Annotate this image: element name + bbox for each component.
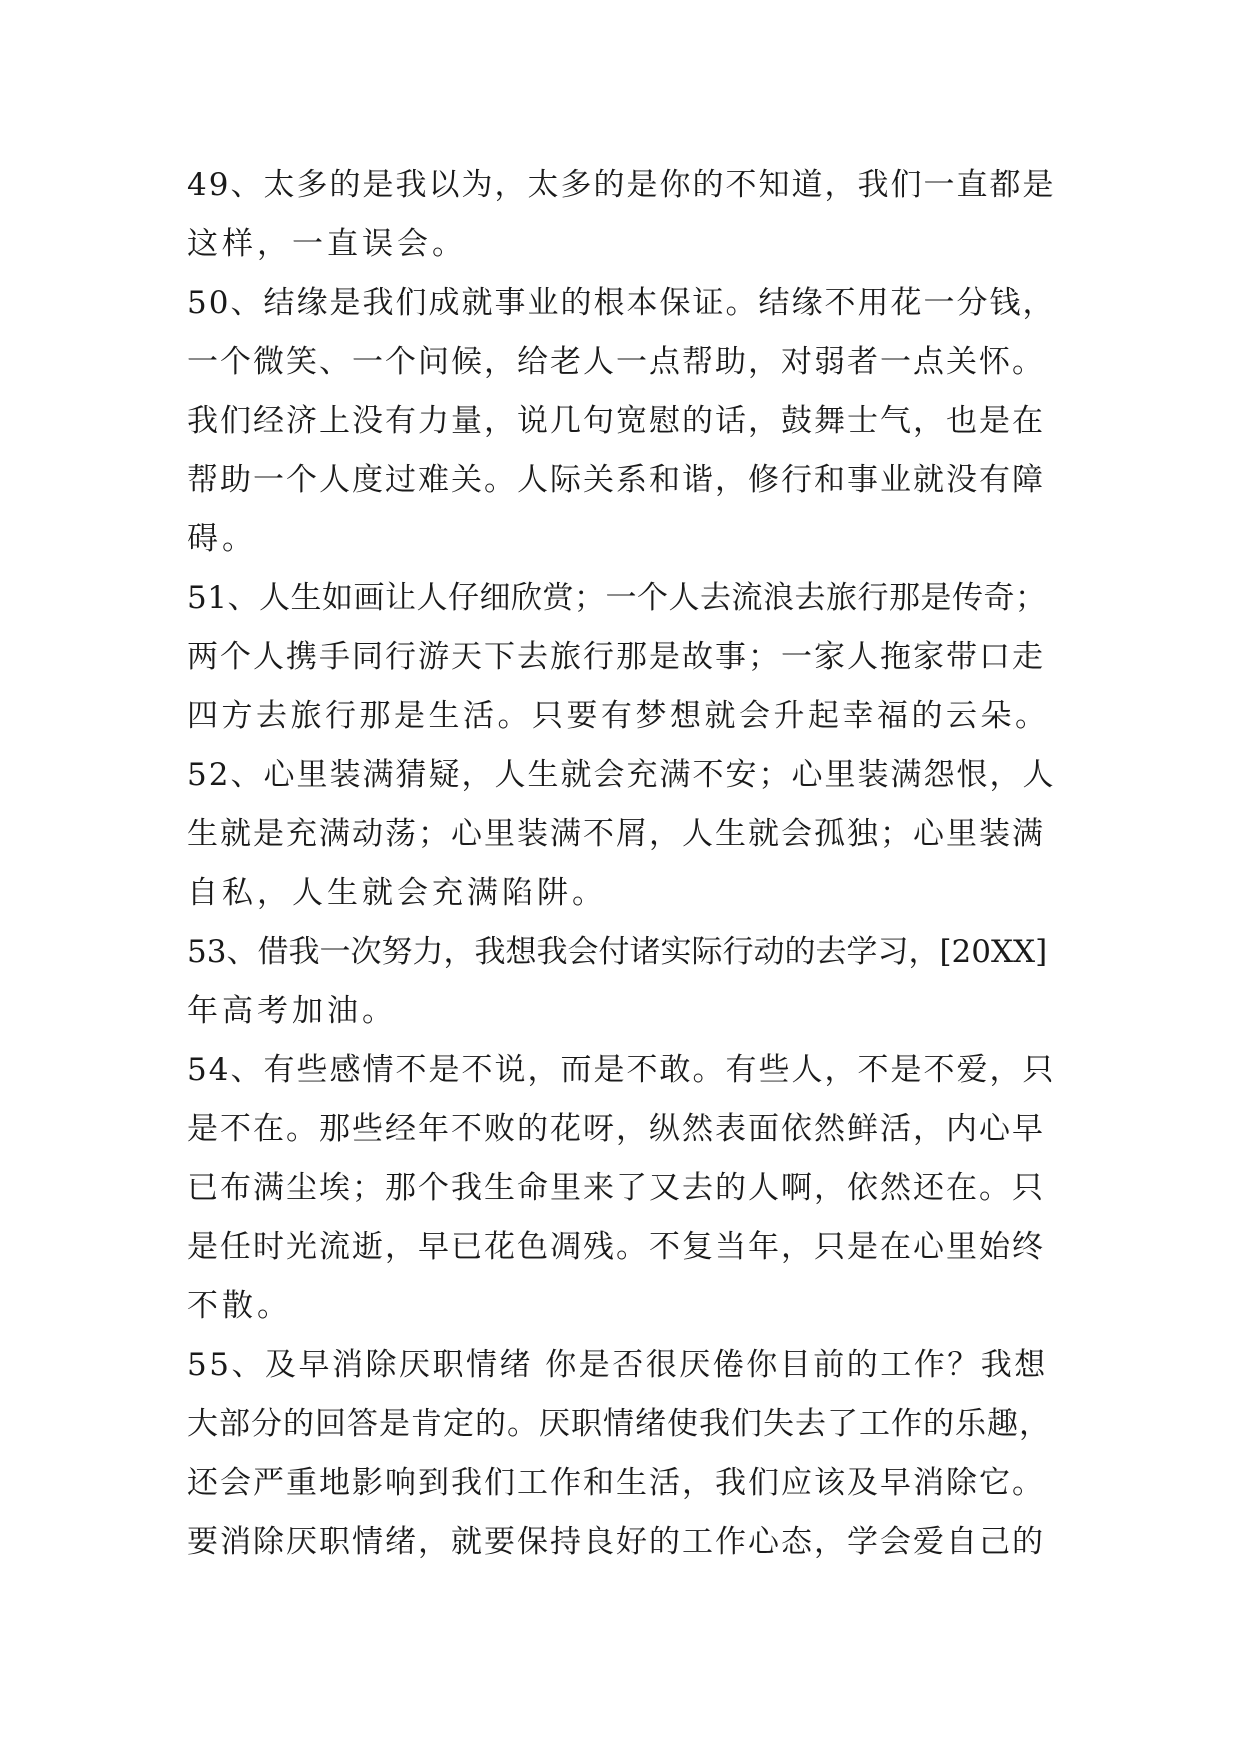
text-line: 生就是充满动荡；心里装满不屑，人生就会孤独；心里装满: [187, 816, 1045, 852]
text-line: 还会严重地影响到我们工作和生活，我们应该及早消除它。: [187, 1465, 1045, 1501]
text-line: 自私，人生就会充满陷阱。: [187, 875, 607, 911]
text-line: 四方去旅行那是生活。只要有梦想就会升起幸福的云朵。: [187, 698, 1050, 734]
text-line: 两个人携手同行游天下去旅行那是故事；一家人拖家带口走: [187, 639, 1045, 675]
text-line: 帮助一个人度过难关。人际关系和谐，修行和事业就没有障: [187, 462, 1045, 498]
text-line: 53、借我一次努力，我想我会付诸实际行动的去学习，[20XX]: [187, 934, 1048, 970]
text-line: 这样，一直误会。: [187, 226, 467, 262]
text-line: 大部分的回答是肯定的。厌职情绪使我们失去了工作的乐趣，: [187, 1406, 1051, 1442]
text-line: 55、及早消除厌职情绪 你是否很厌倦你目前的工作？我想: [187, 1347, 1048, 1383]
text-line: 49、太多的是我以为，太多的是你的不知道，我们一直都是: [187, 167, 1056, 203]
text-line: 一个微笑、一个问候，给老人一点帮助，对弱者一点关怀。: [187, 344, 1045, 380]
text-line: 52、心里装满猜疑，人生就会充满不安；心里装满怨恨，人: [187, 757, 1056, 793]
text-line: 是任时光流逝，早已花色凋残。不复当年，只是在心里始终: [187, 1229, 1045, 1265]
text-line: 是不在。那些经年不败的花呀，纵然表面依然鲜活，内心早: [187, 1111, 1045, 1147]
text-line: 已布满尘埃；那个我生命里来了又去的人啊，依然还在。只: [187, 1170, 1045, 1206]
document-body: [187, 156, 1057, 1572]
text-line: 年高考加油。: [187, 993, 397, 1029]
text-line: 51、人生如画让人仔细欣赏；一个人去流浪去旅行那是传奇；: [187, 580, 1047, 616]
text-line: 54、有些感情不是不说，而是不敢。有些人，不是不爱，只: [187, 1052, 1056, 1088]
text-line: 50、结缘是我们成就事业的根本保证。结缘不用花一分钱，: [187, 285, 1056, 321]
text-line: 不散。: [187, 1288, 292, 1324]
text-line: 碍。: [187, 521, 257, 557]
text-line: 我们经济上没有力量，说几句宽慰的话，鼓舞士气，也是在: [187, 403, 1045, 439]
text-line: 要消除厌职情绪，就要保持良好的工作心态，学会爱自己的: [187, 1524, 1045, 1560]
